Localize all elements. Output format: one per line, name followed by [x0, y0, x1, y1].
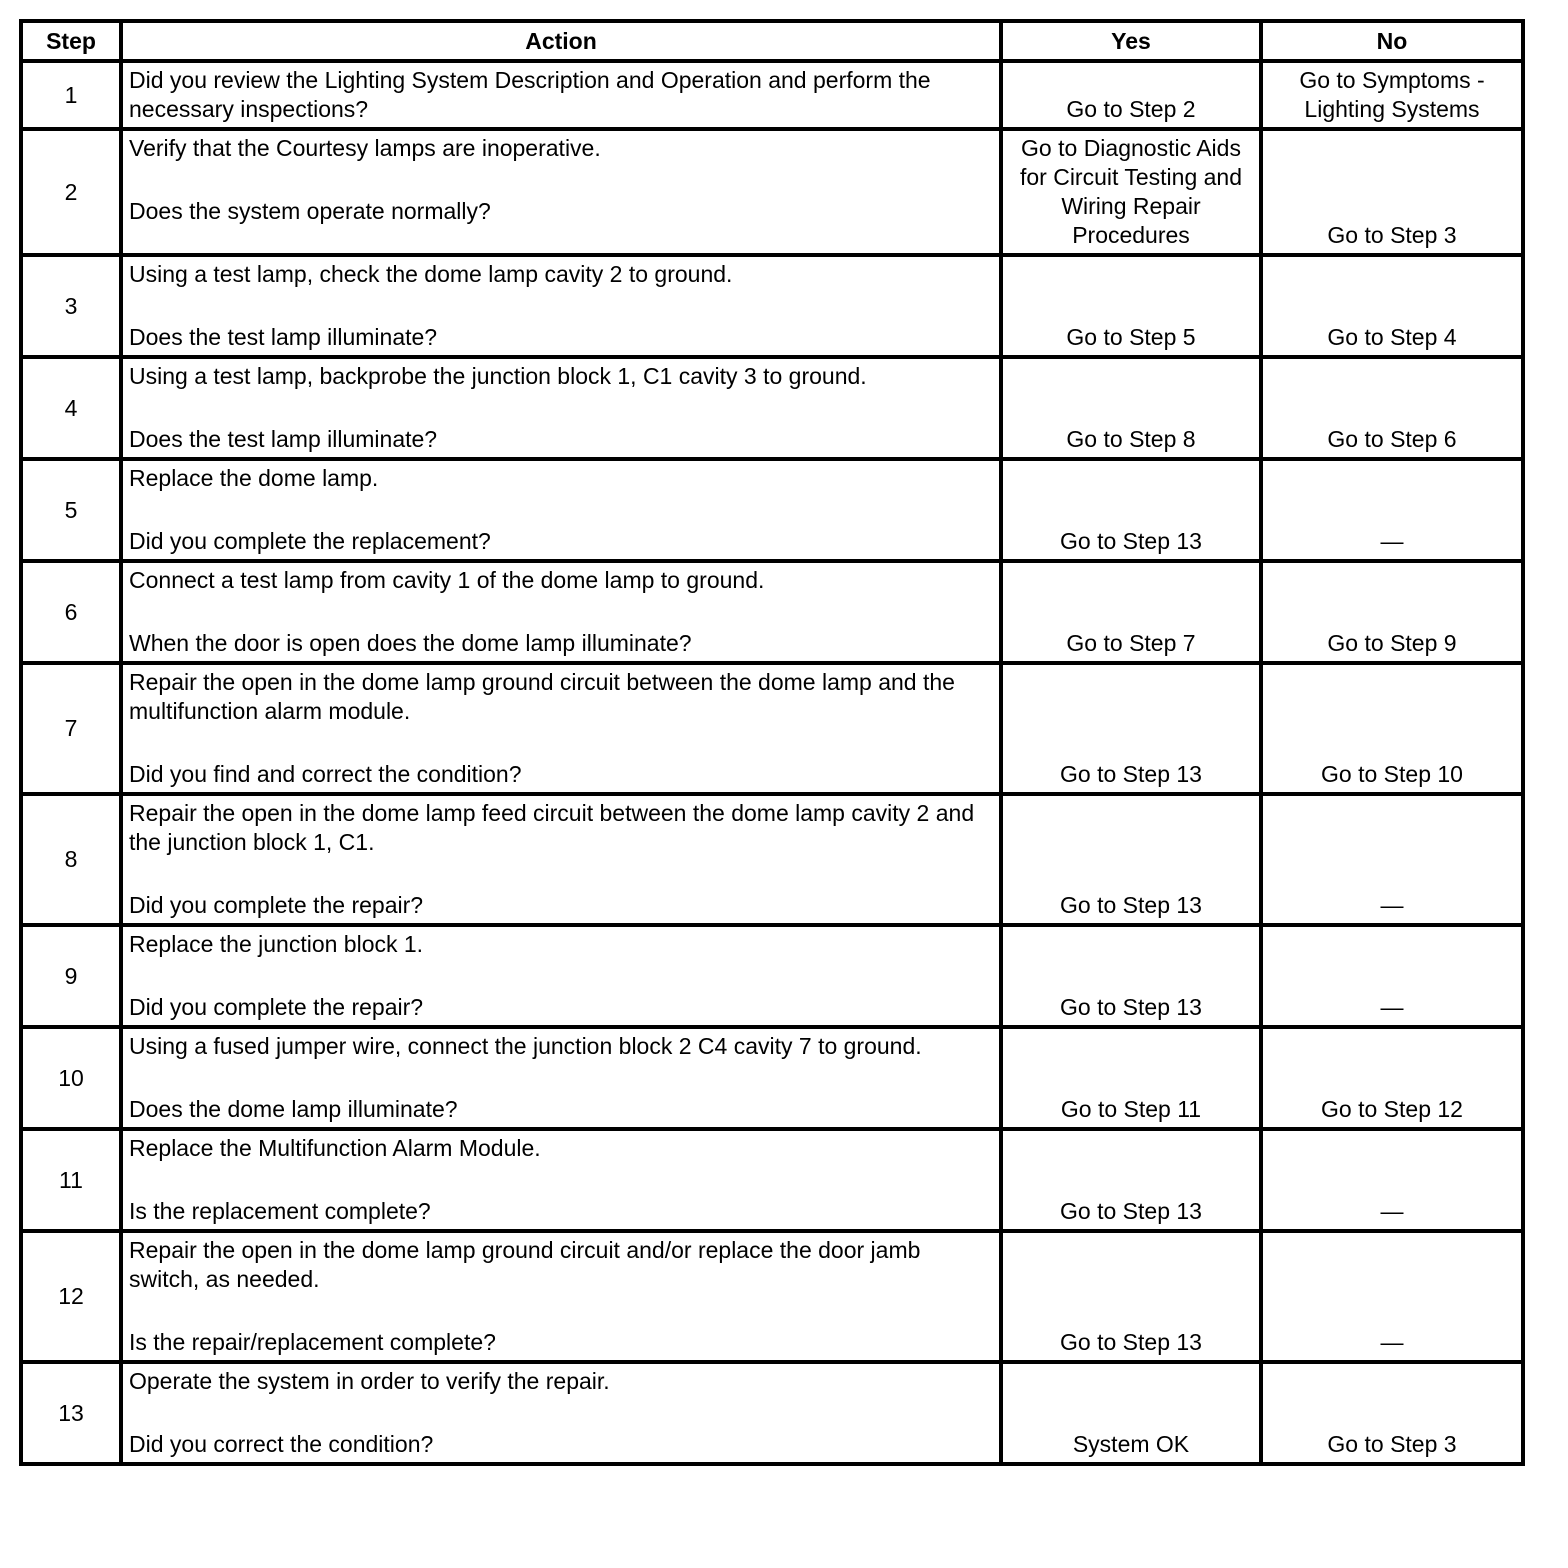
table-row [21, 255, 1523, 357]
action-cell [121, 1027, 1001, 1129]
action-instruction: Repair the open in the dome lamp ground circuit and/or replace the door jamb switch, as needed. [129, 1237, 921, 1292]
action-instruction: Replace the junction block 1. [129, 931, 424, 957]
yes-result: Go to Step 11 [1001, 1027, 1261, 1129]
step-number: 12 [21, 1231, 121, 1362]
action-cell [121, 255, 1001, 357]
table-row [21, 925, 1523, 1027]
step-number: 3 [21, 255, 121, 357]
action-cell [121, 1362, 1001, 1464]
header-step: Step [21, 21, 121, 61]
no-result: — [1261, 459, 1523, 561]
action-cell [121, 1129, 1001, 1231]
action-question: Did you review the Lighting System Description and Operation and perform the necessary inspections? [129, 67, 931, 122]
action-instruction: Replace the dome lamp. [129, 465, 379, 491]
table-row [21, 1129, 1523, 1231]
yes-result: Go to Step 2 [1001, 61, 1261, 129]
action-cell [121, 561, 1001, 663]
table-row [21, 61, 1523, 129]
no-result: Go to Step 9 [1261, 561, 1523, 663]
action-instruction: Verify that the Courtesy lamps are inoperative. [129, 135, 601, 161]
header-yes: Yes [1001, 21, 1261, 61]
yes-result: Go to Step 13 [1001, 925, 1261, 1027]
action-cell [121, 459, 1001, 561]
table-row [21, 663, 1523, 794]
no-result: — [1261, 794, 1523, 925]
header-no: No [1261, 21, 1523, 61]
action-question: Did you find and correct the condition? [129, 761, 522, 787]
action-cell [121, 129, 1001, 255]
step-number: 1 [21, 61, 121, 129]
table-row [21, 561, 1523, 663]
step-number: 5 [21, 459, 121, 561]
step-number: 9 [21, 925, 121, 1027]
step-number: 8 [21, 794, 121, 925]
no-result: — [1261, 1231, 1523, 1362]
yes-result: Go to Step 8 [1001, 357, 1261, 459]
action-instruction: Repair the open in the dome lamp feed circuit between the dome lamp cavity 2 and the junction block 1, C1. [129, 800, 975, 855]
table-row [21, 794, 1523, 925]
no-result: — [1261, 925, 1523, 1027]
action-instruction: Operate the system in order to verify the repair. [129, 1368, 610, 1394]
yes-result: Go to Step 13 [1001, 459, 1261, 561]
action-question: Did you complete the repair? [129, 994, 424, 1020]
action-cell [121, 925, 1001, 1027]
yes-result: Go to Diagnostic Aids for Circuit Testing and Wiring Repair Procedures [1001, 129, 1261, 255]
action-instruction: Repair the open in the dome lamp ground circuit between the dome lamp and the multifunction alarm module. [129, 669, 955, 724]
yes-result: Go to Step 13 [1001, 1129, 1261, 1231]
step-number: 13 [21, 1362, 121, 1464]
no-result: Go to Step 3 [1261, 129, 1523, 255]
table-row [21, 459, 1523, 561]
action-cell [121, 663, 1001, 794]
yes-result: Go to Step 7 [1001, 561, 1261, 663]
yes-result: System OK [1001, 1362, 1261, 1464]
action-cell [121, 357, 1001, 459]
table-row [21, 1362, 1523, 1464]
action-instruction: Using a test lamp, check the dome lamp cavity 2 to ground. [129, 261, 733, 287]
yes-result: Go to Step 5 [1001, 255, 1261, 357]
step-number: 4 [21, 357, 121, 459]
no-result: Go to Step 3 [1261, 1362, 1523, 1464]
action-question: When the door is open does the dome lamp illuminate? [129, 630, 692, 656]
action-instruction: Replace the Multifunction Alarm Module. [129, 1135, 541, 1161]
action-question: Is the replacement complete? [129, 1198, 431, 1224]
action-question: Does the test lamp illuminate? [129, 324, 438, 350]
no-result: Go to Symptoms - Lighting Systems [1261, 61, 1523, 129]
action-instruction: Using a fused jumper wire, connect the junction block 2 C4 cavity 7 to ground. [129, 1033, 922, 1059]
yes-result: Go to Step 13 [1001, 1231, 1261, 1362]
no-result: Go to Step 10 [1261, 663, 1523, 794]
action-question: Does the test lamp illuminate? [129, 426, 438, 452]
step-number: 10 [21, 1027, 121, 1129]
action-instruction: Connect a test lamp from cavity 1 of the dome lamp to ground. [129, 567, 765, 593]
action-question: Did you complete the replacement? [129, 528, 491, 554]
step-number: 6 [21, 561, 121, 663]
action-cell [121, 794, 1001, 925]
action-question: Does the system operate normally? [129, 198, 491, 224]
header-action: Action [121, 21, 1001, 61]
no-result: — [1261, 1129, 1523, 1231]
step-number: 7 [21, 663, 121, 794]
yes-result: Go to Step 13 [1001, 663, 1261, 794]
action-instruction: Using a test lamp, backprobe the junction block 1, C1 cavity 3 to ground. [129, 363, 867, 389]
header-row [21, 21, 1523, 61]
action-cell [121, 1231, 1001, 1362]
no-result: Go to Step 12 [1261, 1027, 1523, 1129]
no-result: Go to Step 6 [1261, 357, 1523, 459]
no-result: Go to Step 4 [1261, 255, 1523, 357]
step-number: 2 [21, 129, 121, 255]
diagnostic-table [19, 19, 1525, 1466]
table-row [21, 1231, 1523, 1362]
action-question: Does the dome lamp illuminate? [129, 1096, 458, 1122]
table-row [21, 357, 1523, 459]
table-row [21, 1027, 1523, 1129]
action-question: Did you complete the repair? [129, 892, 424, 918]
action-question: Is the repair/replacement complete? [129, 1329, 496, 1355]
action-question: Did you correct the condition? [129, 1431, 434, 1457]
action-cell [121, 61, 1001, 129]
yes-result: Go to Step 13 [1001, 794, 1261, 925]
table-row [21, 129, 1523, 255]
step-number: 11 [21, 1129, 121, 1231]
